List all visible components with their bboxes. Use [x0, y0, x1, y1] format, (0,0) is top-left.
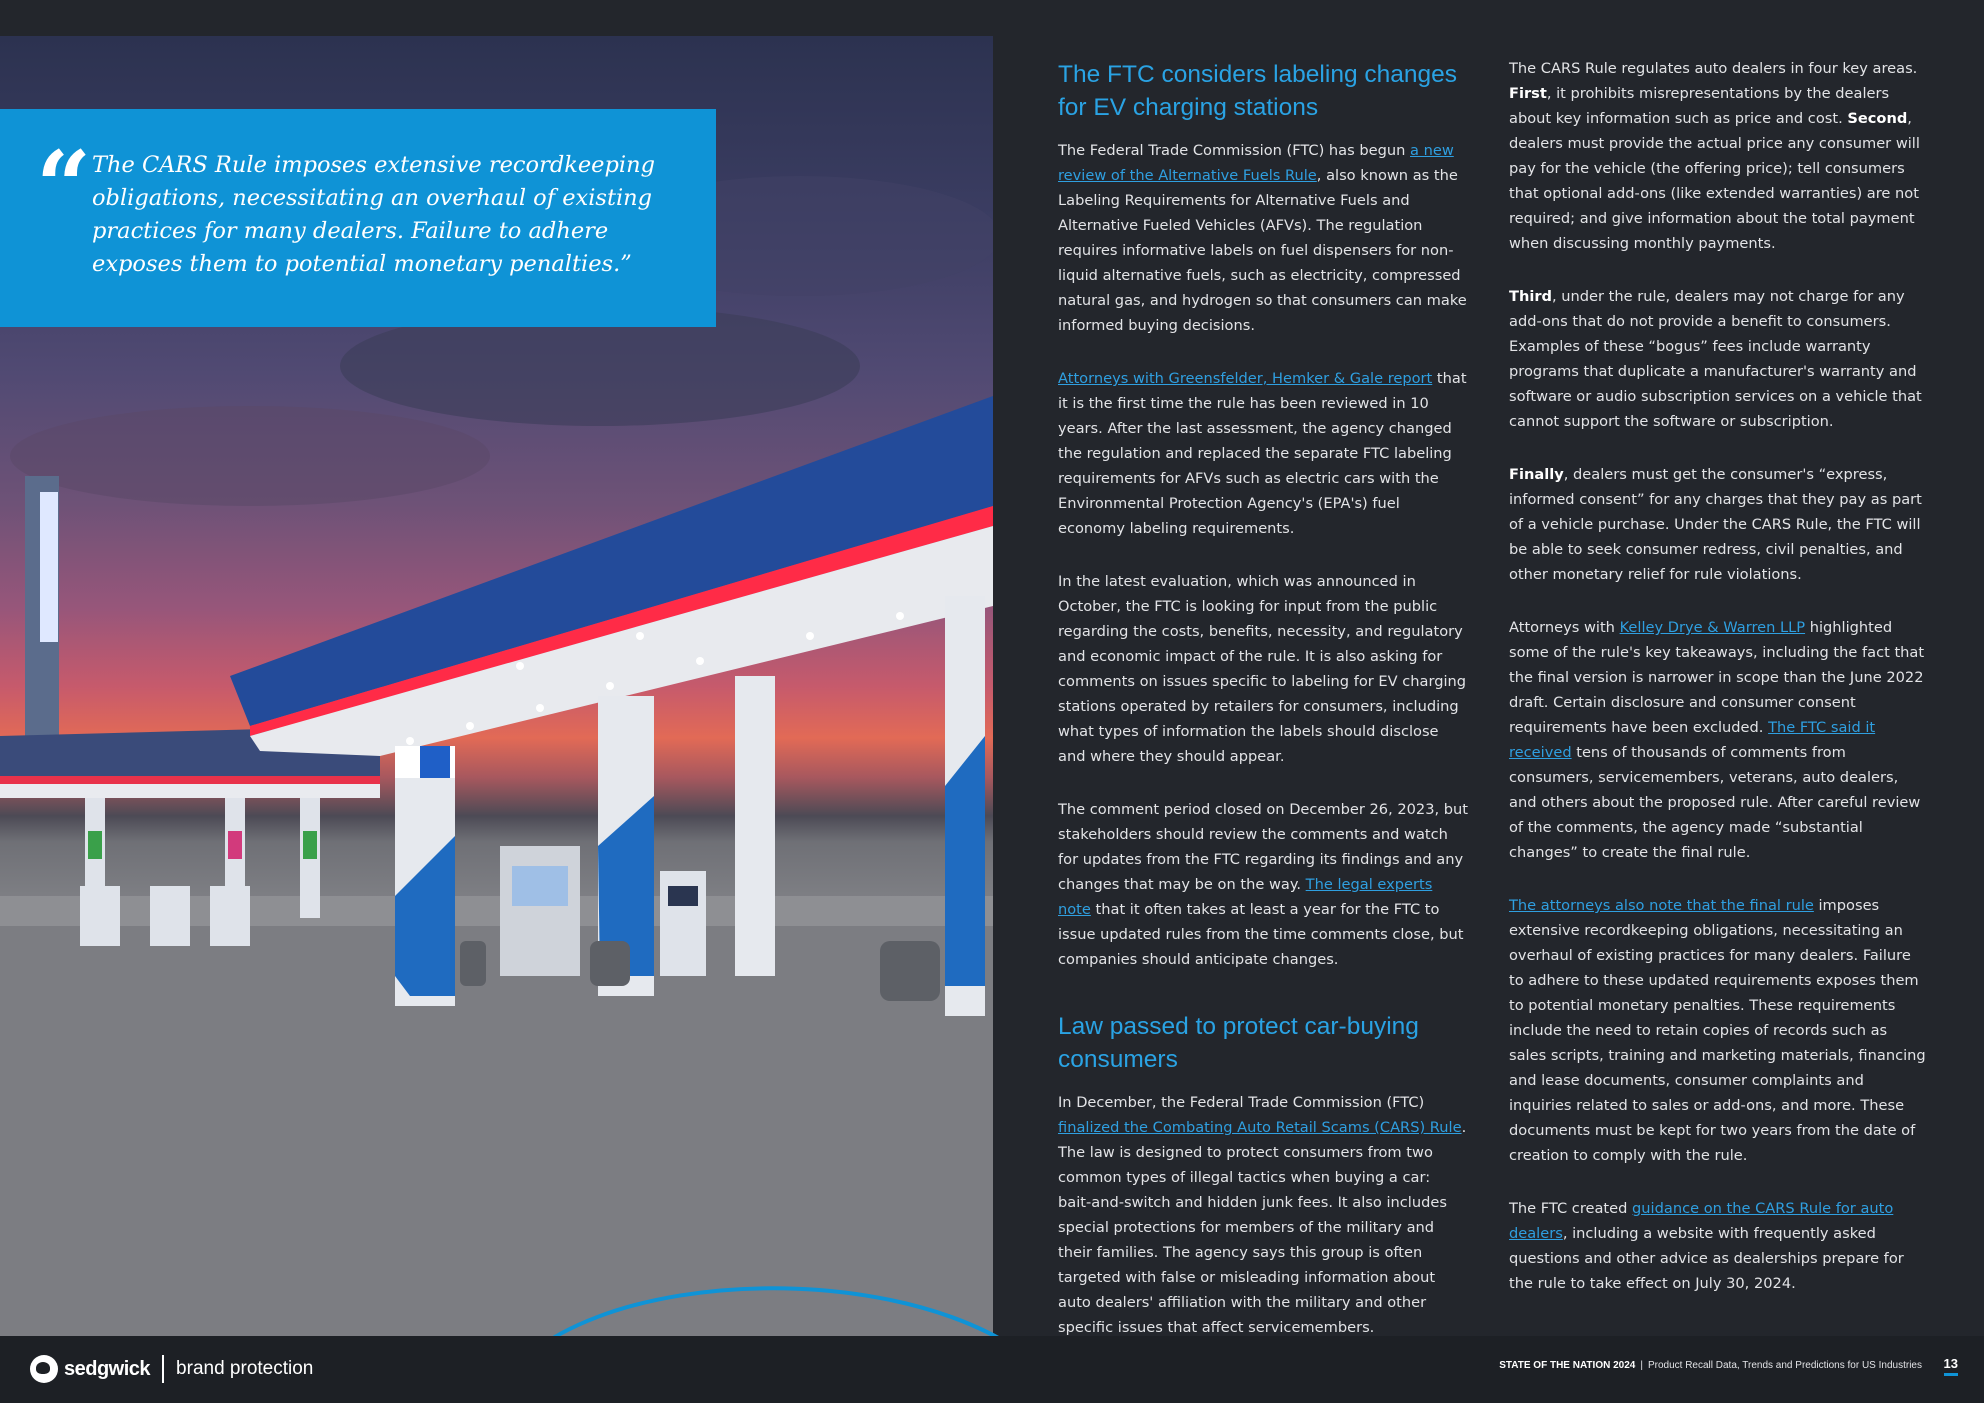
paragraph: [1509, 615, 1927, 865]
link-kelley-drye[interactable]: Kelley Drye & Warren LLP: [1619, 619, 1806, 636]
link-alternative-fuels-rule[interactable]: a new review of the Alternative Fuels Rule: [1058, 142, 1454, 184]
page-number: 13: [1944, 1356, 1958, 1376]
bold-text: Third: [1509, 288, 1552, 305]
text: , dealers must get the consumer's “express, informed consent” for any charges that they pay as part of a vehicle purchase. Under the CARS Rule, the FTC will be able to seek consumer redress, civil penalties, and other monetary relief for rule violations.: [1509, 466, 1922, 583]
text: highlighted some of the rule's key takeaways, including the fact that the final version is narrower in scope than the June 2022 draft. Certain disclosure and consumer consent requirements have been excluded.: [1509, 619, 1925, 736]
pull-quote-text: The CARS Rule imposes extensive recordkeeping obligations, necessitating an overhaul of existing practices for many dealers. Failure to adhere exposes them to potential monetary penalties.”: [92, 152, 655, 277]
text: The CARS Rule regulates auto dealers in four key areas.: [1509, 60, 1918, 77]
text: , dealers must provide the actual price any consumer will pay for the vehicle (the offering price); tell consumers that optional add-ons (like extended warranties) are not required; and give information about the total payment when discussing monthly payments.: [1509, 110, 1920, 252]
link-ftc-said[interactable]: The FTC said it received: [1509, 719, 1876, 761]
article-column-2: [1509, 56, 1927, 1324]
title-separator: |: [1640, 1360, 1643, 1371]
text: . The law is designed to protect consumers from two common types of illegal tactics when buying a car: bait-and-switch and hidden junk fees. It also includes special protections for members of the military and their families. The agency says this group is often targeted with false or misleading information about auto dealers' affiliation with the military and other specific issues that affect servicemembers.: [1058, 1119, 1467, 1336]
logo-divider: [162, 1355, 164, 1383]
bold-text: Finally: [1509, 466, 1564, 483]
text: , it prohibits misrepresentations by the dealers about key information such as price and cost.: [1509, 85, 1890, 127]
text: The FTC created: [1509, 1200, 1633, 1217]
paragraph: [1509, 893, 1927, 1168]
text: , also known as the Labeling Requirements for Alternative Fuels and Alternative Fueled Vehicles (AFVs). The regulation requires informative labels on fuel dispensers for non-liquid alternative fuels, such as electricity, compressed natural gas, and hydrogen so that consumers can make informed buying decisions.: [1058, 167, 1467, 334]
text: In December, the Federal Trade Commission (FTC): [1058, 1094, 1425, 1111]
sedgwick-logo-icon: [30, 1355, 58, 1383]
text: Attorneys with: [1509, 619, 1620, 636]
bold-text: First: [1509, 85, 1547, 102]
link-legal-experts-note[interactable]: The legal experts note: [1058, 876, 1433, 918]
quote-mark-icon: “: [36, 130, 92, 243]
paragraph: [1509, 284, 1927, 434]
section-heading-car-buying: Law passed to protect car-buying consumers: [1058, 1013, 1419, 1073]
report-title-line: [1499, 1360, 1922, 1371]
paragraph: [1509, 56, 1927, 256]
paragraph: [1058, 797, 1468, 972]
bold-text: Second: [1847, 110, 1908, 127]
link-attorneys-note[interactable]: The attorneys also note that the final rule: [1509, 897, 1814, 914]
report-subtitle: Product Recall Data, Trends and Predictions for US Industries: [1647, 1360, 1922, 1371]
link-greensfelder-report[interactable]: Attorneys with Greensfelder, Hemker & Gale report: [1058, 370, 1433, 387]
gas-station-photo: [0, 36, 993, 1336]
paragraph: [1058, 366, 1468, 541]
brand-tagline: brand protection: [176, 1358, 314, 1379]
text: The Federal Trade Commission (FTC) has begun: [1058, 142, 1411, 159]
brand-name: sedgwick: [64, 1357, 151, 1380]
paragraph: [1058, 138, 1468, 338]
link-cars-rule[interactable]: finalized the Combating Auto Retail Scams (CARS) Rule: [1058, 1119, 1462, 1136]
section-heading-ev-labeling: The FTC considers labeling changes for EV charging stations: [1058, 61, 1458, 121]
link-cars-guidance[interactable]: guidance on the CARS Rule for auto dealers: [1509, 1200, 1894, 1242]
paragraph: In the latest evaluation, which was announced in October, the FTC is looking for input from the public regarding the costs, benefits, necessity, and regulatory and economic impact of the rule. It is also asking for comments on issues specific to labeling for EV charging stations operated by retailers for consumers, including what types of information the labels should disclose and where they should appear.: [1058, 573, 1467, 765]
report-title: STATE OF THE NATION 2024: [1499, 1360, 1636, 1371]
paragraph: [1509, 462, 1927, 587]
text: that it often takes at least a year for the FTC to issue updated rules from the time comments close, but companies should anticipate changes.: [1058, 901, 1464, 968]
text: that it is the first time the rule has been reviewed in 10 years. After the last assessment, the agency changed the regulation and replaced the separate FTC labeling requirements for AFVs such as electric cars with the Environmental Protection Agency's (EPA's) fuel economy labeling requirements.: [1058, 370, 1467, 537]
pull-quote: [0, 109, 716, 327]
text: , under the rule, dealers may not charge for any add-ons that do not provide a benefit to consumers. Examples of these “bogus” fees include warranty programs that duplicate a manufacturer's warranty and software or audio subscription services on a vehicle that cannot support the software or subscription.: [1509, 288, 1922, 430]
article-column-1: [1058, 58, 1468, 1368]
text: imposes extensive recordkeeping obligations, necessitating an overhaul of existing practices for many dealers. Failure to adhere to these updated requirements exposes them to potential monetary penalties. These requirements include the need to retain copies of records such as sales scripts, training and marketing materials, financing and lease documents, consumer complaints and inquiries related to sales or add-ons, and more. These documents must be kept for two years from the date of creation to comply with the rule.: [1509, 897, 1926, 1164]
text: The comment period closed on December 26, 2023, but stakeholders should review the comments and watch for updates from the FTC regarding its findings and any changes that may be on the way.: [1058, 801, 1469, 893]
text: tens of thousands of comments from consumers, servicemembers, veterans, auto dealers, and others about the proposed rule. After careful review of the comments, the agency made “substantial changes” to create the final rule.: [1509, 744, 1921, 861]
top-bar: [0, 0, 1984, 36]
page-footer: [0, 1336, 1984, 1403]
text: , including a website with frequently asked questions and other advice as dealerships prepare for the rule to take effect on July 30, 2024.: [1509, 1225, 1904, 1292]
sedgwick-logo[interactable]: [30, 1352, 313, 1386]
